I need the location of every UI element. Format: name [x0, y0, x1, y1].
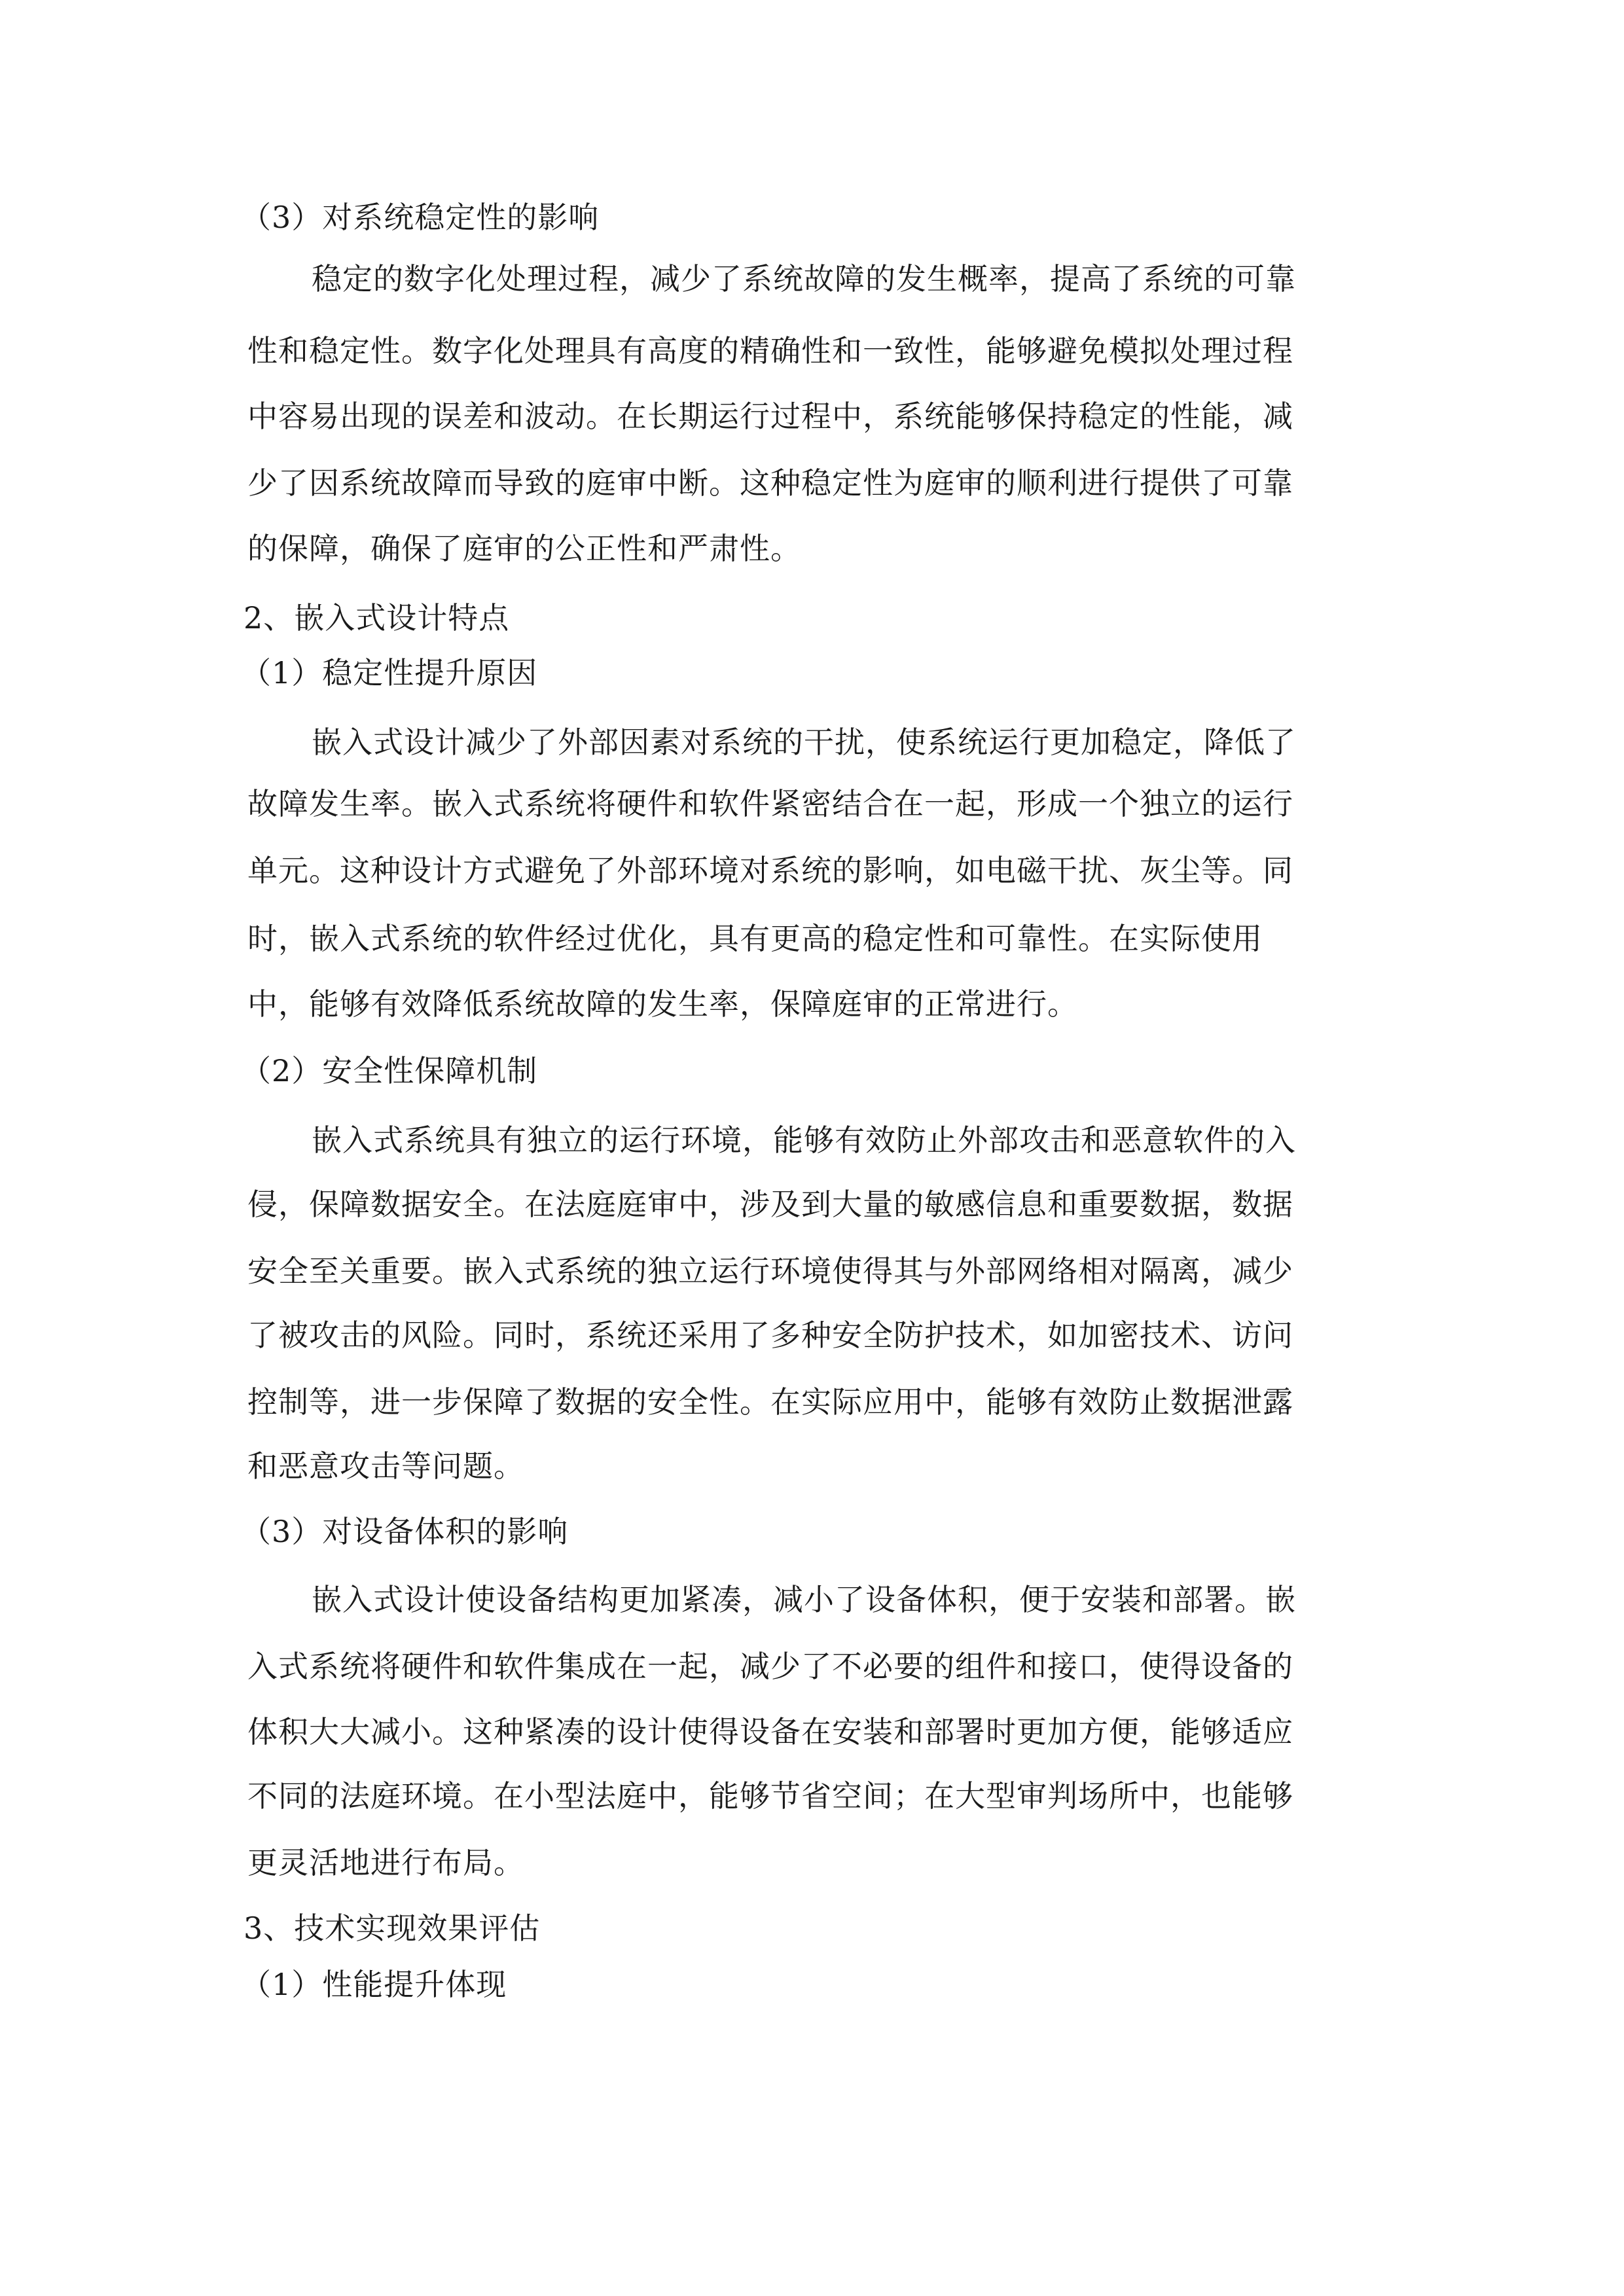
paragraph-line: 体积大大减小。这种紧凑的设计使得设备在安装和部署时更加方便，能够适应: [247, 1714, 1293, 1749]
paragraph-line: 控制等，进一步保障了数据的安全性。在实际应用中，能够有效防止数据泄露: [247, 1384, 1293, 1420]
paragraph-line: 嵌入式设计减少了外部因素对系统的干扰，使系统运行更加稳定，降低了: [312, 725, 1296, 760]
subheading-system-stability: （3）对系统稳定性的影响: [241, 200, 600, 235]
heading-evaluation: 3、技术实现效果评估: [244, 1910, 541, 1946]
subheading-security-mechanism: （2）安全性保障机制: [241, 1053, 538, 1088]
subheading-stability-reasons: （1）稳定性提升原因: [241, 655, 538, 691]
paragraph-line: 侵，保障数据安全。在法庭庭审中，涉及到大量的敏感信息和重要数据，数据: [247, 1187, 1293, 1222]
paragraph-line: 单元。这种设计方式避免了外部环境对系统的影响，如电磁干扰、灰尘等。同: [247, 853, 1293, 888]
paragraph-line: 嵌入式设计使设备结构更加紧凑，减小了设备体积，便于安装和部署。嵌: [312, 1582, 1296, 1617]
paragraph-line: 了被攻击的风险。同时，系统还采用了多种安全防护技术，如加密技术、访问: [247, 1318, 1293, 1353]
paragraph-line: 更灵活地进行布局。: [247, 1845, 524, 1880]
heading-embedded-design: 2、嵌入式设计特点: [244, 600, 510, 636]
paragraph-line: 稳定的数字化处理过程，减少了系统故障的发生概率，提高了系统的可靠: [312, 261, 1296, 296]
paragraph-line: 少了因系统故障而导致的庭审中断。这种稳定性为庭审的顺利进行提供了可靠: [247, 465, 1293, 501]
paragraph-line: 中，能够有效降低系统故障的发生率，保障庭审的正常进行。: [247, 986, 1078, 1022]
subheading-performance: （1）性能提升体现: [241, 1967, 507, 2002]
paragraph-line: 时，嵌入式系统的软件经过优化，具有更高的稳定性和可靠性。在实际使用: [247, 921, 1263, 956]
paragraph-line: 嵌入式系统具有独立的运行环境，能够有效防止外部攻击和恶意软件的入: [312, 1122, 1296, 1158]
paragraph-line: 不同的法庭环境。在小型法庭中，能够节省空间；在大型审判场所中，也能够: [247, 1778, 1293, 1814]
paragraph-line: 和恶意攻击等问题。: [247, 1448, 524, 1484]
paragraph-line: 入式系统将硬件和软件集成在一起，减少了不必要的组件和接口，使得设备的: [247, 1649, 1293, 1684]
subheading-device-volume: （3）对设备体积的影响: [241, 1514, 569, 1549]
paragraph-line: 的保障，确保了庭审的公正性和严肃性。: [247, 531, 801, 566]
paragraph-line: 故障发生率。嵌入式系统将硬件和软件紧密结合在一起，形成一个独立的运行: [247, 786, 1293, 821]
paragraph-line: 中容易出现的误差和波动。在长期运行过程中，系统能够保持稳定的性能，减: [247, 399, 1293, 434]
paragraph-line: 安全至关重要。嵌入式系统的独立运行环境使得其与外部网络相对隔离，减少: [247, 1253, 1293, 1289]
paragraph-line: 性和稳定性。数字化处理具有高度的精确性和一致性，能够避免模拟处理过程: [247, 333, 1293, 368]
